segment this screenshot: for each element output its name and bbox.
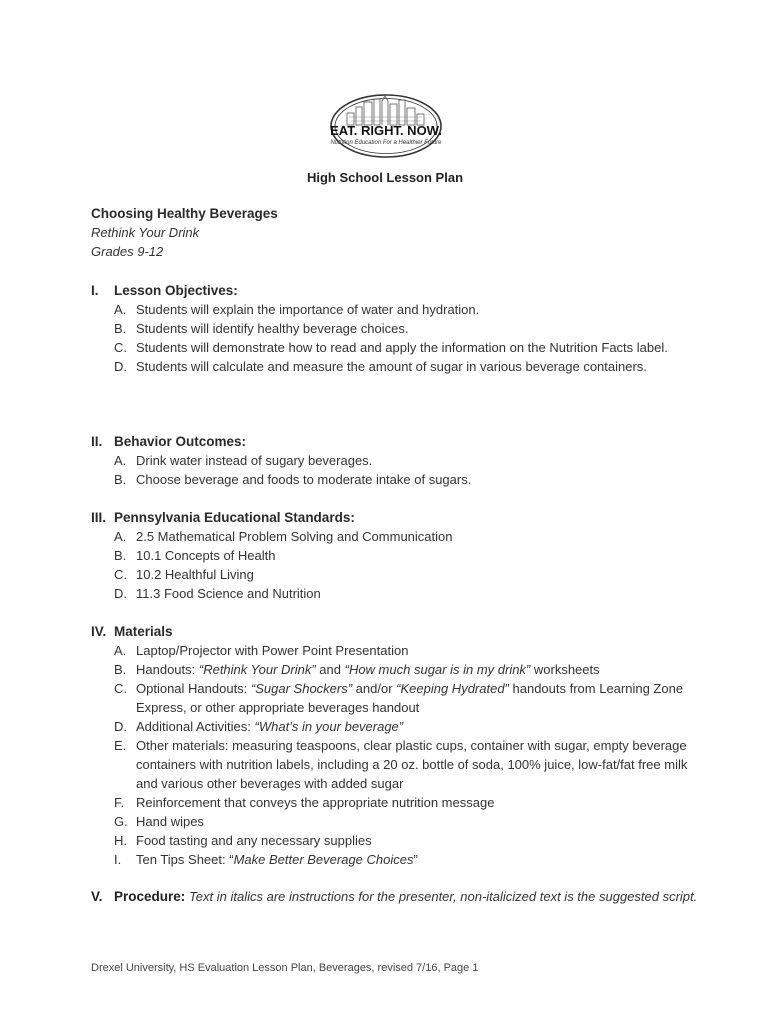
item-letter: A. [114,643,127,658]
item-text: Ten Tips Sheet: “Make Better Beverage Choices” [136,852,418,867]
item-letter: A. [114,302,127,317]
item-letter: H. [114,833,127,848]
lesson-subtitle: Rethink Your Drink [91,225,200,240]
item-text: 10.2 Healthful Living [136,567,254,582]
item-letter: C. [114,340,127,355]
section-title: Procedure: [114,889,186,904]
lesson-heading: Choosing Healthy Beverages [91,206,278,221]
item-text: 11.3 Food Science and Nutrition [136,586,321,601]
list-item [91,584,711,603]
section-title: Lesson Objectives: [114,283,238,298]
list-item [91,641,711,660]
item-text: Students will identify healthy beverage choices. [136,321,409,336]
logo-text: EAT. RIGHT. NOW. [330,123,442,138]
list-item [91,546,711,565]
logo-tagline: Nutrition Education For a Healthier Future [330,140,442,146]
item-letter: B. [114,548,127,563]
list-item [91,527,711,546]
list-item [91,470,711,489]
list-item [91,660,711,679]
section-number: V. [91,889,103,904]
list-item [91,357,711,376]
list-item [91,679,711,717]
list-item [91,565,711,584]
item-list [91,641,711,869]
section-number: II. [91,434,103,449]
list-item [91,319,711,338]
item-letter: D. [114,719,127,734]
section-educational-standards [91,508,711,603]
list-item [91,300,711,319]
list-item [91,850,711,869]
section-lesson-objectives [91,281,711,376]
item-list [91,451,711,489]
item-text: Additional Activities: “What’s in your beverage” [136,719,404,734]
eat-right-now-logo [329,93,443,159]
section-title: Pennsylvania Educational Standards: [114,510,355,525]
list-item [91,338,711,357]
list-item [91,717,711,736]
list-item [91,736,711,793]
item-letter: G. [114,814,128,829]
item-letter: C. [114,567,127,582]
item-text: 2.5 Mathematical Problem Solving and Communication [136,529,453,544]
item-letter: E. [114,738,127,753]
item-text: Choose beverage and foods to moderate intake of sugars. [136,472,472,487]
section-title: Behavior Outcomes: [114,434,247,449]
item-letter: A. [114,529,127,544]
item-text: Students will demonstrate how to read and apply the information on the Nutrition Facts label. [136,340,668,355]
page-title: High School Lesson Plan [306,170,464,185]
section-heading [91,281,711,300]
item-list [91,527,711,603]
procedure-description: Text in italics are instructions for the presenter, non-italicized text is the suggested script. [189,889,698,904]
item-letter: D. [114,359,127,374]
section-number: I. [91,283,99,298]
item-letter: C. [114,681,127,696]
list-item [91,793,711,812]
section-number: IV. [91,624,107,639]
procedure-paragraph [91,887,711,906]
item-text: Optional Handouts: “Sugar Shockers” and/or “Keeping Hydrated” handouts from Learning Zone Express, or other appropriate beverages handout [136,681,684,715]
section-procedure [91,887,711,906]
page-footer: Drexel University, HS Evaluation Lesson Plan, Beverages, revised 7/16, Page 1 [91,962,479,974]
section-behavior-outcomes [91,432,711,489]
item-list [91,300,711,376]
grade-range: Grades 9-12 [91,244,164,259]
section-materials [91,622,711,869]
list-item [91,812,711,831]
item-letter: D. [114,586,127,601]
section-title: Materials [114,624,173,639]
item-text: Drink water instead of sugary beverages. [136,453,373,468]
item-letter: B. [114,662,127,677]
item-text: Food tasting and any necessary supplies [136,833,372,848]
item-letter: A. [114,453,127,468]
item-text: 10.1 Concepts of Health [136,548,276,563]
section-heading [91,508,711,527]
list-item [91,831,711,850]
item-text: Reinforcement that conveys the appropriate nutrition message [136,795,495,810]
item-text: Students will calculate and measure the amount of sugar in various beverage containers. [136,359,647,374]
item-text: Hand wipes [136,814,204,829]
section-heading [91,432,711,451]
item-text: Laptop/Projector with Power Point Presentation [136,643,409,658]
item-letter: B. [114,321,127,336]
item-text: Students will explain the importance of water and hydration. [136,302,480,317]
list-item [91,451,711,470]
item-letter: F. [114,795,125,810]
item-letter: B. [114,472,127,487]
item-letter: I. [114,852,122,867]
item-text: Handouts: “Rethink Your Drink” and “How much sugar is in my drink” worksheets [136,662,600,677]
section-heading [91,622,711,641]
section-number: III. [91,510,107,525]
item-text: Other materials: measuring teaspoons, clear plastic cups, container with sugar, empty beverage containers with nutrition labels, including a 20 oz. bottle of soda, 100% juice, low-fat/fat free milk and various other beverages with added sugar [136,738,688,791]
